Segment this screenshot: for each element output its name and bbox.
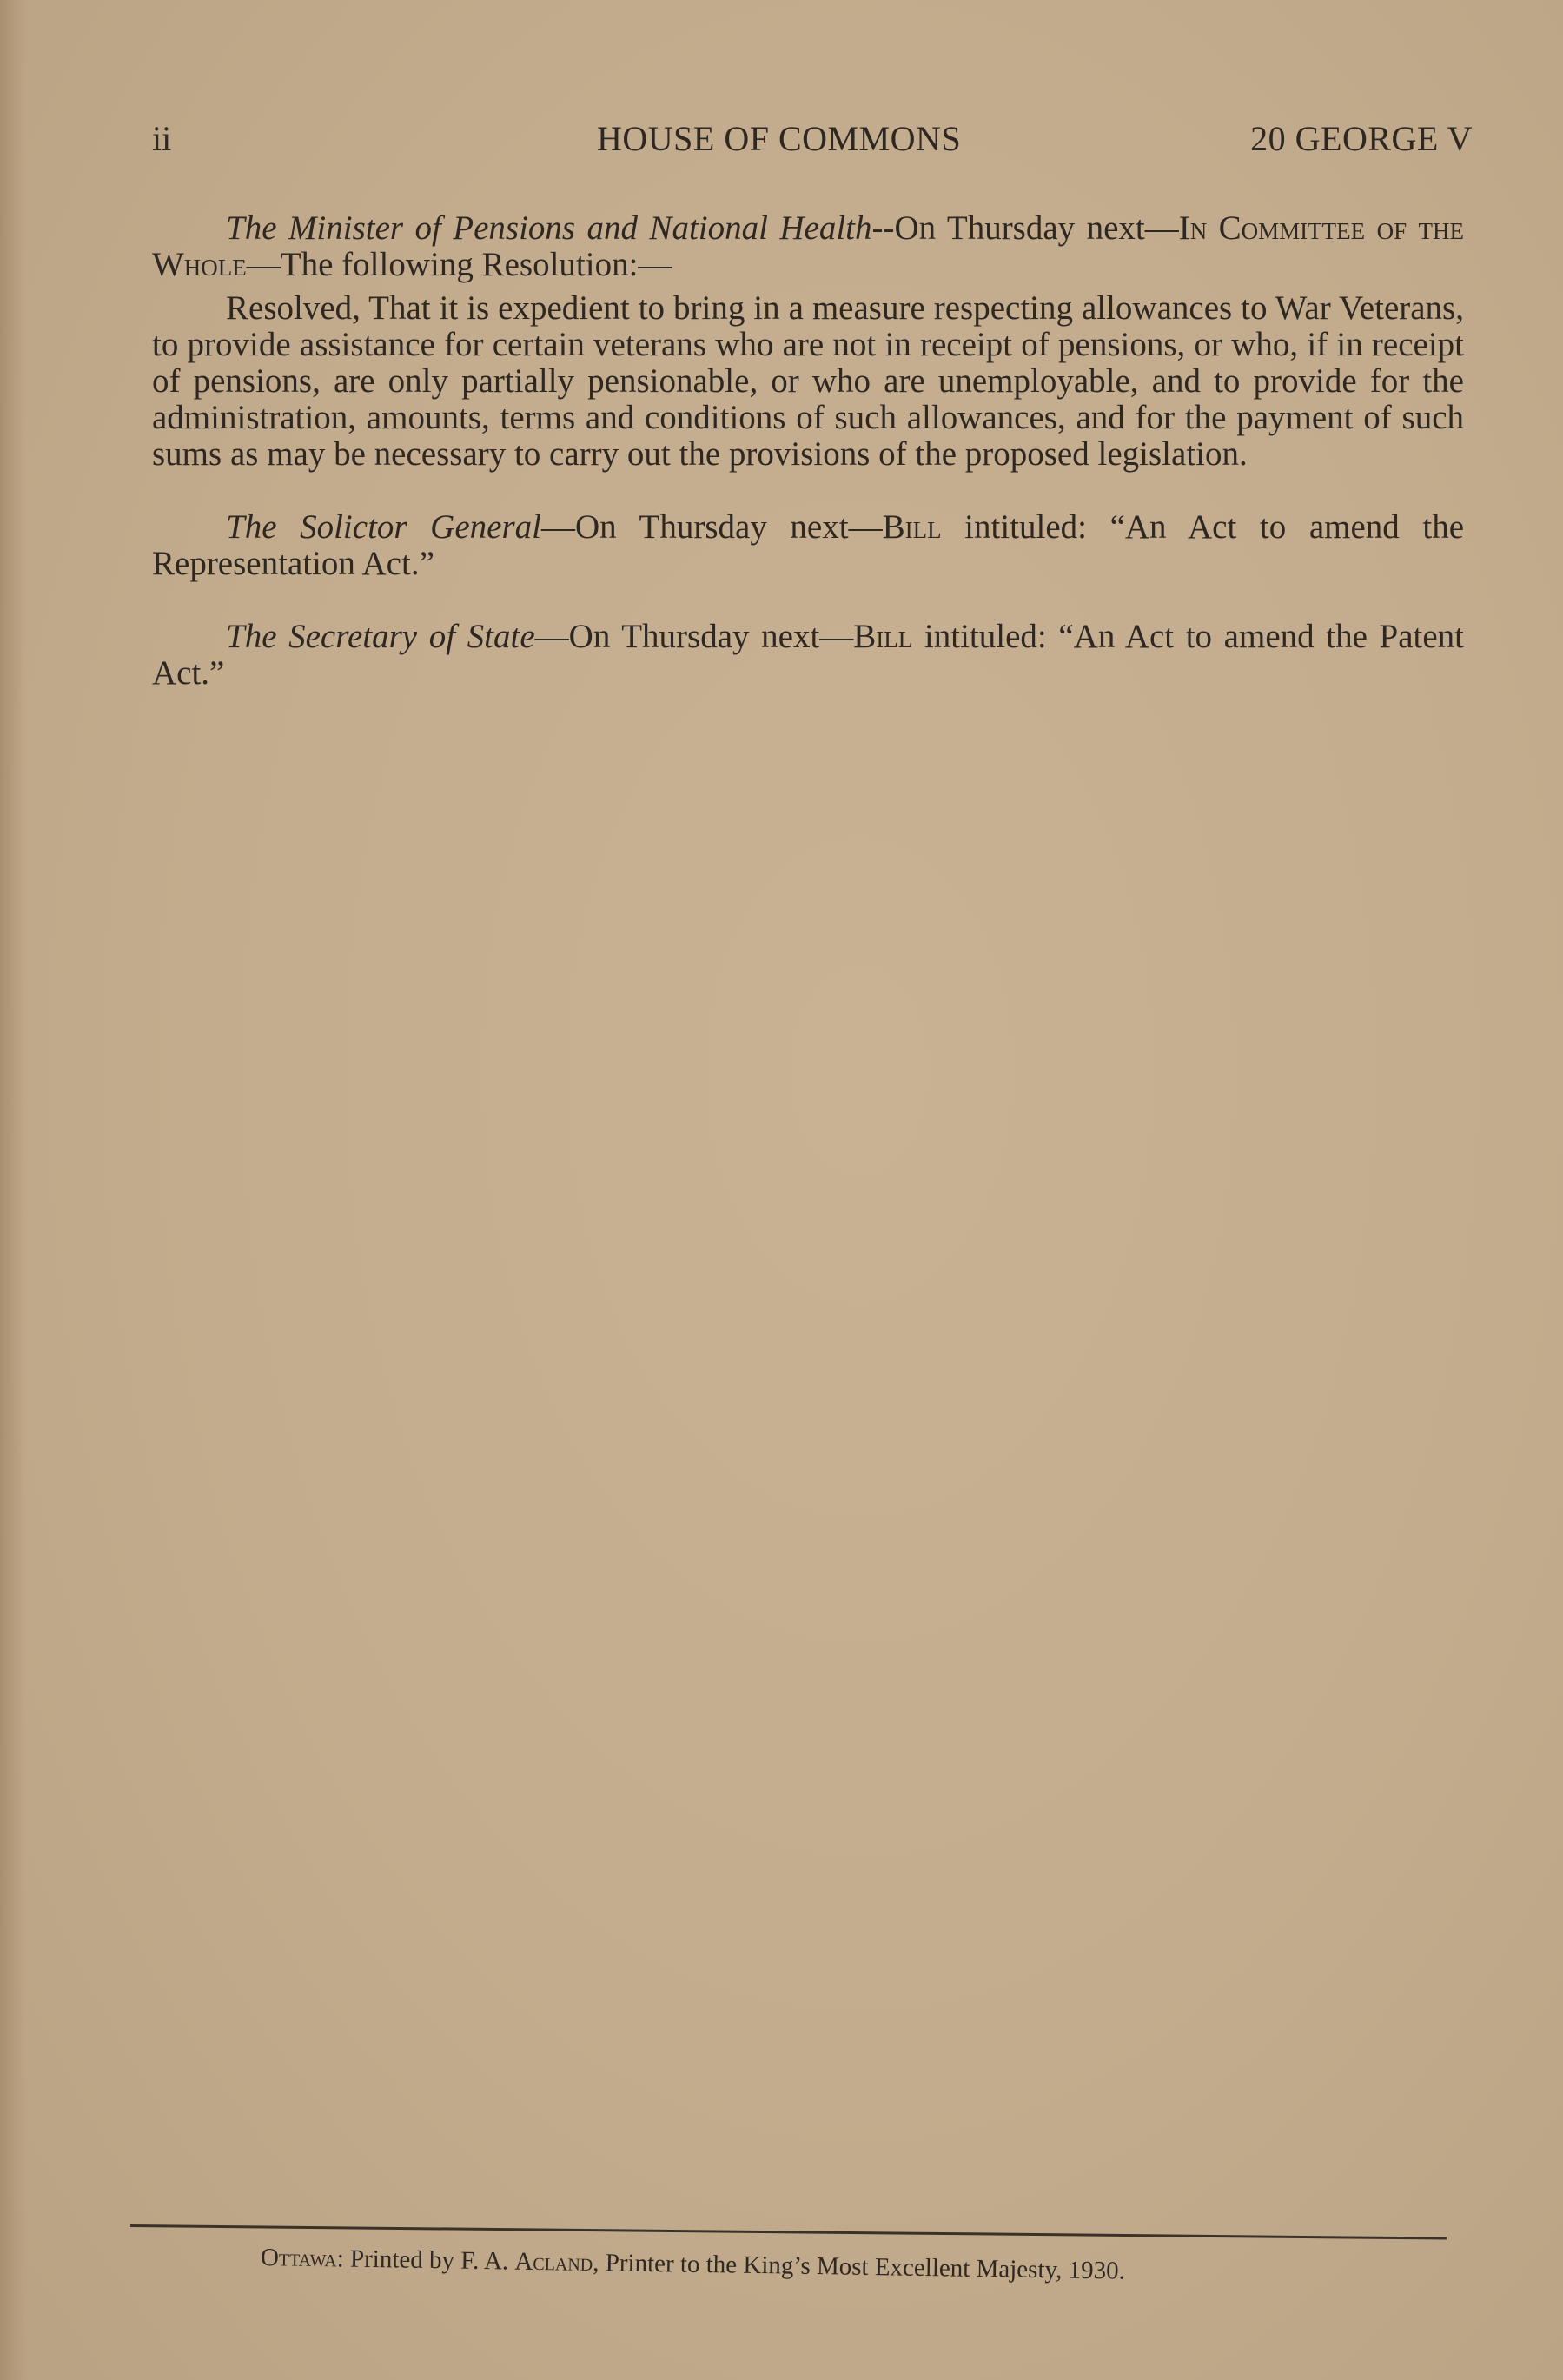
regnal-year: 20 GEORGE V bbox=[1250, 119, 1473, 158]
notice-solicitor-general bbox=[152, 509, 1464, 582]
page-number: ii bbox=[152, 119, 172, 158]
resolution-text: Resolved, That it is expedient to bring in a measure respecting allowances to War Veterans, to provide assistance for certain veterans who are not in receipt of pensions, or who, if in receipt of pensions, are only partially pensionable, or who are unemployable, and to provide for the administration, amounts, terms and conditions of such allowances, and for the payment of such sums as may be necessary to carry out the provisions of the proposed legislation. bbox=[152, 289, 1464, 473]
bill-label: Bill bbox=[853, 618, 913, 655]
notice-tail: —The following Resolution:— bbox=[246, 246, 672, 283]
notice-date: —On Thursday next— bbox=[534, 618, 854, 655]
bill-title: intituled: “An Act to amend the Patent Act.” bbox=[152, 618, 1464, 692]
bill-label: Bill bbox=[882, 508, 942, 546]
header-title: HOUSE OF COMMONS bbox=[597, 119, 962, 158]
bill-title: intituled: “An Act to amend the Representation Act.” bbox=[152, 508, 1465, 582]
imprint-printer: Acland bbox=[514, 2247, 593, 2277]
page-edge-shadow bbox=[0, 0, 26, 2380]
imprint-place: Ottawa bbox=[260, 2244, 337, 2273]
imprint-text: : Printed by F. A. bbox=[336, 2244, 515, 2276]
notice-pensions bbox=[152, 210, 1464, 283]
notice-date: --On Thursday next— bbox=[871, 209, 1179, 247]
notice-secretary-of-state bbox=[152, 619, 1464, 692]
minister-name: The Solictor General bbox=[226, 508, 541, 546]
minister-name: The Secretary of State bbox=[226, 618, 535, 655]
notices-body bbox=[152, 210, 1464, 692]
minister-name: The Minister of Pensions and National Health bbox=[226, 209, 872, 247]
notice-action: In Committee of the Whole bbox=[152, 209, 1464, 283]
notice-date: —On Thursday next— bbox=[540, 508, 883, 546]
running-header bbox=[152, 117, 1473, 161]
imprint-rest: , Printer to the King’s Most Excellent Majesty, 1930. bbox=[593, 2249, 1126, 2285]
